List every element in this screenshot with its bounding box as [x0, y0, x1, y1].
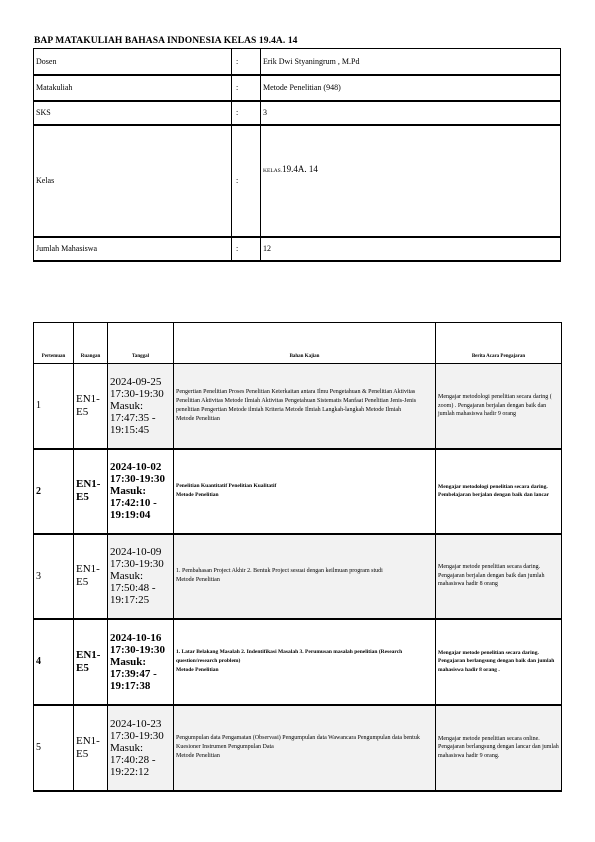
bahan-sub: Metode Penelitian	[176, 577, 220, 583]
info-value: Metode Penelitian (948)	[261, 75, 561, 101]
bahan-sub: Metode Penelitian	[176, 415, 220, 422]
tanggal-masuk-jam: 17:40:28 -	[110, 753, 156, 766]
bahan-sub: Metode Penelitian	[176, 667, 219, 673]
tanggal-masuk: Masuk:	[110, 655, 147, 668]
row-pertemuan: 3	[34, 534, 74, 619]
info-row-sks	[34, 101, 561, 125]
bahan-text: Penelitian Kuantitatif Penelitian Kualitatif	[176, 483, 277, 489]
header-bahan: Bahan Kajian	[174, 323, 436, 364]
table-row	[34, 705, 562, 791]
row-pertemuan: 4	[34, 619, 74, 705]
row-ruangan: EN1-E5	[74, 705, 108, 791]
row-ruangan: EN1-E5	[74, 619, 108, 705]
attendance-table	[33, 322, 562, 792]
info-label: Jumlah Mahasiswa	[34, 237, 232, 261]
tanggal-jam: 17:30-19:30	[110, 729, 164, 742]
table-row	[34, 534, 562, 619]
row-berita: Mengajar metode penelitian secara daring. Pengajaran berlangsung dengan baik dan jumlah mahasiswa hadir 8 orang .	[436, 619, 562, 705]
row-bahan	[174, 705, 436, 791]
tanggal-date: 2024-10-16	[110, 631, 162, 644]
info-colon: :	[232, 49, 261, 75]
tanggal-masuk-jam: 17:50:48 -	[110, 582, 156, 594]
row-pertemuan: 5	[34, 705, 74, 791]
tanggal-masuk: Masuk:	[110, 485, 147, 497]
tanggal-jam: 17:30-19:30	[110, 558, 164, 570]
header-ruangan: Ruangan	[74, 323, 108, 364]
tanggal-jam: 17:30-19:30	[110, 387, 164, 400]
tanggal-jam: 17:30-19:30	[110, 643, 165, 656]
info-colon: :	[232, 125, 261, 237]
kelas-value: 19.4A. 14	[282, 163, 318, 174]
tanggal-masuk-jam: 17:42:10 -	[110, 497, 157, 509]
tanggal-date: 2024-09-25	[110, 375, 162, 388]
info-label: Matakuliah	[34, 75, 232, 101]
kelas-prefix: KELAS.	[263, 167, 283, 174]
tanggal-masuk-jam: 17:47:35 -	[110, 411, 156, 424]
info-value: 12	[261, 237, 561, 261]
row-berita: Mengajar metode penelitian secara online. Pengajaran berlangsung dengan lancar dan jumlah mahasiswa hadir 9 orang.	[436, 705, 562, 791]
info-colon: :	[232, 101, 261, 125]
info-row-matakuliah	[34, 75, 561, 101]
tanggal-masuk: Masuk:	[110, 399, 143, 412]
row-pertemuan: 2	[34, 449, 74, 534]
table-row	[34, 619, 562, 705]
tanggal-keluar-jam: 19:22:12	[110, 765, 150, 778]
course-info-table	[33, 48, 561, 262]
tanggal-masuk: Masuk:	[110, 741, 143, 754]
tanggal-date: 2024-10-23	[110, 717, 162, 730]
row-ruangan: EN1-E5	[74, 449, 108, 534]
row-bahan	[174, 449, 436, 534]
table-row	[34, 449, 562, 534]
row-berita: Mengajar metode penelitian secara daring. Pengajaran berjalan dengan baik dan jumlah mahasiswa hadir 8 orang	[436, 534, 562, 619]
row-berita: Mengajar metodologi penelitian secara daring ( zoom) . Pengajaran berjalan dengan baik dan jumlah mahasiswa hadir 9 orang	[436, 364, 562, 449]
info-value: 3	[261, 101, 561, 125]
info-value-kelas	[261, 125, 561, 237]
info-row-dosen	[34, 49, 561, 75]
row-tanggal	[108, 534, 174, 619]
info-colon: :	[232, 237, 261, 261]
row-bahan	[174, 534, 436, 619]
row-ruangan: EN1-E5	[74, 534, 108, 619]
row-bahan	[174, 619, 436, 705]
row-ruangan: EN1-E5	[74, 364, 108, 449]
header-tanggal: Tanggal	[108, 323, 174, 364]
tanggal-date: 2024-10-09	[110, 546, 162, 558]
tanggal-masuk: Masuk:	[110, 570, 143, 582]
info-label: Kelas	[34, 125, 232, 237]
row-tanggal	[108, 619, 174, 705]
tanggal-keluar-jam: 19:19:04	[110, 509, 151, 521]
tanggal-jam: 17:30-19:30	[110, 473, 165, 485]
info-label: SKS	[34, 101, 232, 125]
bahan-text: Pengertian Penelitian Proses Penelitian Keterkaitan antara Ilmu Pengetahuan & Penelitian Aktivitas Penelitian Aktivitas Metode Ilmiah Aktivitas Pengetahuan Sistematis Manfaat Penelitian Jenis-Jenis penelitian Pengertian Metode ilmiah Kriteria Metode Ilmiah Langkah-langkah Metode Ilmiah	[176, 388, 417, 413]
row-tanggal	[108, 705, 174, 791]
row-pertemuan: 1	[34, 364, 74, 449]
row-tanggal	[108, 449, 174, 534]
tanggal-masuk-jam: 17:39:47 -	[110, 667, 157, 680]
header-berita: Berita Acara Pengajaran	[436, 323, 562, 364]
row-bahan	[174, 364, 436, 449]
bahan-text: 1. Pembahasan Project Akhir 2. Bentuk Project sesuai dengan keilmuan program studi	[176, 568, 383, 574]
bahan-text: Pengumpulan data Pengamatan (Observasi) Pengumpulan data Wawancara Pengumpulan data bentuk Kuesioner Instrumen Pengumpulan Data	[176, 735, 420, 750]
header-pertemuan: Pertemuan	[34, 323, 74, 364]
tanggal-keluar-jam: 19:17:25	[110, 594, 150, 606]
info-row-kelas	[34, 125, 561, 237]
document-title: BAP MATAKULIAH BAHASA INDONESIA KELAS 19.4A. 14	[34, 36, 298, 46]
info-row-jumlah	[34, 237, 561, 261]
bahan-text: 1. Latar Belakang Masalah 2. Indentifikasi Masalah 3. Perumusan masalah penelitian (Research question/research problem)	[176, 649, 403, 664]
row-berita: Mengajar metodologi penelitian secara daring. Pembelajaran berjalan dengan baik dan lancar	[436, 449, 562, 534]
tanggal-keluar-jam: 19:15:45	[110, 423, 150, 436]
info-colon: :	[232, 75, 261, 101]
row-tanggal	[108, 364, 174, 449]
info-label: Dosen	[34, 49, 232, 75]
tanggal-date: 2024-10-02	[110, 461, 162, 473]
bahan-sub: Metode Penelitian	[176, 753, 220, 759]
bahan-sub: Metode Penelitian	[176, 492, 219, 498]
info-value: Erik Dwi Styaningrum , M.Pd	[261, 49, 561, 75]
table-header-row	[34, 323, 562, 364]
table-row	[34, 364, 562, 449]
tanggal-keluar-jam: 19:17:38	[110, 679, 151, 692]
